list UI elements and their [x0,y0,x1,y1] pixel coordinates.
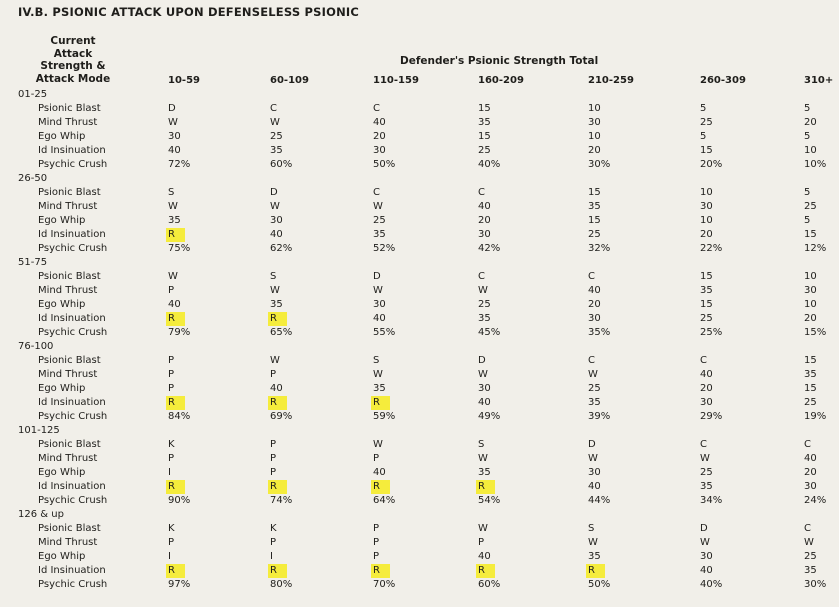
table-cell: 40 [588,285,601,296]
table-cell: 30 [270,215,283,226]
table-cell: 15 [804,383,817,394]
attack-strength-label: 76-100 [18,341,54,352]
table-cell: C [373,103,380,114]
table-cell: 35 [588,201,601,212]
table-cell: 20 [804,117,817,128]
table-cell: W [168,201,178,212]
table-cell: 10 [804,299,817,310]
table-cell: 40 [270,229,283,240]
table-cell: W [588,369,598,380]
table-cell: P [373,537,380,548]
table-cell: 25 [700,313,713,324]
table-cell: 35 [270,145,283,156]
table-cell: 40 [373,313,386,324]
table-cell: C [804,439,811,450]
table-cell: 25 [588,229,601,240]
table-cell: P [373,453,380,464]
attack-mode-label: Ego Whip [38,467,86,478]
table-cell: W [588,537,598,548]
table-cell: 25 [478,299,491,310]
table-row [18,270,839,284]
table-cell: W [168,271,178,282]
table-cell: 30 [700,201,713,212]
table-cell: 25 [373,215,386,226]
table-cell: D [700,523,708,534]
attack-mode-label: Psionic Blast [38,439,101,450]
table-cell: 5 [700,103,707,114]
table-row [18,186,839,200]
table-cell: 35% [588,327,611,338]
table-cell: 29% [700,411,723,422]
table-cell: W [270,201,280,212]
table-cell: 30% [588,159,611,170]
table-cell: I [168,551,171,562]
attack-mode-label: Psychic Crush [38,579,108,590]
table-cell: P [168,537,175,548]
table-cell: 40 [168,299,181,310]
table-cell: 79% [168,327,191,338]
attack-mode-label: Ego Whip [38,131,86,142]
table-row [18,102,839,116]
table-cell: 45% [478,327,501,338]
highlighted-cell: R [166,228,185,242]
table-row [18,158,839,172]
highlighted-cell: R [371,396,390,410]
table-cell: 5 [804,103,811,114]
table-cell: 84% [168,411,191,422]
attack-mode-label: Mind Thrust [38,453,98,464]
table-cell: 32% [588,243,611,254]
attack-mode-label: Psychic Crush [38,495,108,506]
attack-mode-label: Psionic Blast [38,523,101,534]
table-cell: D [373,271,381,282]
table-cell: P [168,369,175,380]
table-cell: 40 [700,565,713,576]
attack-strength-label: 126 & up [18,509,64,520]
table-cell: 90% [168,495,191,506]
table-cell: P [270,439,277,450]
highlighted-cell: R [476,564,495,578]
table-cell: 25 [804,201,817,212]
table-cell: 20 [700,383,713,394]
table-cell: 35 [700,481,713,492]
table-cell: W [700,537,710,548]
table-cell: 50% [588,579,611,590]
table-cell: W [373,439,383,450]
group-row [18,508,839,522]
table-cell: 40 [478,397,491,408]
table-cell: I [270,551,273,562]
table-cell: 5 [700,131,707,142]
table-row [18,564,839,578]
table-cell: C [478,187,485,198]
attack-mode-label: Ego Whip [38,551,86,562]
table-cell: 30 [588,313,601,324]
table-cell: 62% [270,243,293,254]
table-cell: 20 [804,313,817,324]
table-cell: D [168,103,176,114]
table-cell: 12% [804,243,827,254]
table-row [18,200,839,214]
row-header-line: Attack Mode [35,72,111,85]
table-cell: 35 [478,313,491,324]
table-cell: 25 [270,131,283,142]
table-cell: 40 [804,453,817,464]
highlighted-cell: R [166,312,185,326]
table-cell: 25 [804,397,817,408]
table-cell: 30 [588,467,601,478]
highlighted-cell: R [476,480,495,494]
table-cell: 35 [373,229,386,240]
table-row [18,284,839,298]
table-row [18,368,839,382]
table-cell: 22% [700,243,723,254]
table-cell: 34% [700,495,723,506]
highlighted-cell: R [268,396,287,410]
table-cell: C [804,523,811,534]
table-cell: W [270,285,280,296]
table-cell: 10 [588,103,601,114]
table-cell: W [373,285,383,296]
column-header: 60-109 [270,75,309,86]
table-cell: 30% [804,579,827,590]
table-cell: 60% [478,579,501,590]
attack-mode-label: Id Insinuation [38,313,106,324]
table-cell: 65% [270,327,293,338]
table-cell: 30 [168,131,181,142]
highlighted-cell: R [166,564,185,578]
table-cell: D [478,355,486,366]
table-cell: 24% [804,495,827,506]
group-row [18,88,839,102]
table-row [18,382,839,396]
table-cell: 40% [700,579,723,590]
group-row [18,172,839,186]
table-cell: P [373,523,380,534]
column-header: 210-259 [588,75,634,86]
attack-mode-label: Psionic Blast [38,355,101,366]
table-cell: 5 [804,187,811,198]
table-row [18,410,839,424]
table-cell: W [168,117,178,128]
table-row [18,354,839,368]
table-cell: 50% [373,159,396,170]
table-cell: 20 [478,215,491,226]
table-cell: 25 [478,145,491,156]
table-cell: K [168,439,175,450]
table-cell: 20% [700,159,723,170]
table-cell: S [478,439,485,450]
attack-mode-label: Id Insinuation [38,145,106,156]
table-cell: 35 [373,383,386,394]
table-row [18,480,839,494]
table-cell: W [478,285,488,296]
table-cell: 15 [700,299,713,310]
table-cell: W [373,201,383,212]
table-cell: 40 [168,145,181,156]
table-cell: C [588,355,595,366]
attack-mode-label: Ego Whip [38,215,86,226]
highlighted-cell: R [268,564,287,578]
table-cell: 30 [478,383,491,394]
table-cell: S [270,271,277,282]
table-cell: 20 [700,229,713,240]
table-cell: C [270,103,277,114]
table-cell: 20 [588,299,601,310]
table-row [18,550,839,564]
table-cell: 54% [478,495,501,506]
table-cell: P [373,551,380,562]
table-cell: 59% [373,411,396,422]
column-header: 110-159 [373,75,419,86]
table-row [18,228,839,242]
table-cell: 25 [804,551,817,562]
table-row [18,326,839,340]
table-cell: C [373,187,380,198]
table-cell: 10% [804,159,827,170]
table-cell: 40 [478,551,491,562]
table-row [18,130,839,144]
attack-mode-label: Psychic Crush [38,327,108,338]
table-cell: 40 [700,369,713,380]
highlighted-cell: R [371,480,390,494]
attack-table [18,88,839,592]
table-cell: P [270,537,277,548]
table-cell: P [168,453,175,464]
table-cell: P [478,537,485,548]
column-header: 260-309 [700,75,746,86]
table-cell: 35 [588,397,601,408]
table-cell: 20 [804,467,817,478]
table-cell: 40% [478,159,501,170]
table-cell: C [700,439,707,450]
table-cell: 30 [373,299,386,310]
table-cell: 40 [373,117,386,128]
table-cell: W [373,369,383,380]
table-cell: W [588,453,598,464]
table-cell: D [270,187,278,198]
table-cell: 30 [478,229,491,240]
defender-header: Defender's Psionic Strength Total [400,55,599,67]
attack-mode-label: Psionic Blast [38,271,101,282]
table-cell: 15 [478,131,491,142]
table-row [18,312,839,326]
table-cell: 5 [804,131,811,142]
table-cell: P [168,383,175,394]
table-row [18,466,839,480]
table-cell: P [270,467,277,478]
attack-mode-label: Psychic Crush [38,243,108,254]
table-cell: 64% [373,495,396,506]
attack-strength-label: 51-75 [18,257,48,268]
table-cell: P [168,285,175,296]
table-cell: 10 [804,145,817,156]
attack-mode-label: Mind Thrust [38,117,98,128]
table-cell: 72% [168,159,191,170]
table-cell: P [168,355,175,366]
table-cell: 15 [700,271,713,282]
attack-mode-label: Mind Thrust [38,201,98,212]
column-header: 160-209 [478,75,524,86]
table-cell: S [168,187,175,198]
table-cell: 80% [270,579,293,590]
table-cell: 15% [804,327,827,338]
table-cell: S [588,523,595,534]
table-cell: W [804,537,814,548]
table-cell: 35 [168,215,181,226]
table-cell: W [478,523,488,534]
table-cell: C [588,271,595,282]
table-cell: 35 [804,565,817,576]
attack-strength-label: 26-50 [18,173,48,184]
highlighted-cell: R [166,480,185,494]
attack-mode-label: Id Insinuation [38,481,106,492]
table-cell: P [270,453,277,464]
table-row [18,452,839,466]
highlighted-cell: R [371,564,390,578]
attack-mode-label: Mind Thrust [38,537,98,548]
table-row [18,536,839,550]
attack-mode-label: Id Insinuation [38,397,106,408]
table-cell: 55% [373,327,396,338]
attack-mode-label: Psionic Blast [38,103,101,114]
table-cell: 19% [804,411,827,422]
row-header-line: Strength & [40,60,106,72]
table-cell: 40 [478,201,491,212]
table-cell: 30 [700,397,713,408]
group-row [18,424,839,438]
table-cell: 35 [700,285,713,296]
group-row [18,340,839,354]
table-row [18,522,839,536]
table-cell: 15 [478,103,491,114]
table-cell: 40 [270,383,283,394]
table-cell: 5 [804,215,811,226]
table-cell: 75% [168,243,191,254]
table-cell: 39% [588,411,611,422]
table-row [18,214,839,228]
table-cell: 40 [373,467,386,478]
table-cell: 60% [270,159,293,170]
table-cell: W [700,453,710,464]
table-cell: W [478,453,488,464]
table-cell: W [270,355,280,366]
table-cell: W [478,369,488,380]
table-cell: 15 [700,145,713,156]
table-cell: 25 [588,383,601,394]
column-header: 10-59 [168,75,200,86]
table-cell: 30 [804,481,817,492]
attack-mode-label: Id Insinuation [38,229,106,240]
table-cell: 25 [700,117,713,128]
table-cell: S [373,355,380,366]
table-row [18,298,839,312]
table-cell: 35 [270,299,283,310]
table-cell: 70% [373,579,396,590]
table-row [18,116,839,130]
table-cell: 42% [478,243,501,254]
table-cell: 97% [168,579,191,590]
group-row [18,256,839,270]
attack-mode-label: Psionic Blast [38,187,101,198]
table-cell: 30 [804,285,817,296]
table-cell: 44% [588,495,611,506]
table-cell: 30 [373,145,386,156]
table-cell: 35 [478,467,491,478]
attack-mode-label: Mind Thrust [38,369,98,380]
attack-mode-label: Ego Whip [38,299,86,310]
highlighted-cell: R [268,312,287,326]
table-cell: 15 [588,215,601,226]
attack-mode-label: Id Insinuation [38,565,106,576]
table-cell: 25% [700,327,723,338]
table-cell: 35 [588,551,601,562]
table-cell: 30 [700,551,713,562]
column-header: 310+ [804,75,834,86]
table-cell: 74% [270,495,293,506]
row-header-line: Attack [53,47,93,60]
table-cell: 35 [804,369,817,380]
table-row [18,396,839,410]
table-cell: K [168,523,175,534]
table-cell: C [478,271,485,282]
table-cell: 10 [700,215,713,226]
table-cell: C [700,355,707,366]
row-header-line: Current [50,35,96,47]
page-title: IV.B. PSIONIC ATTACK UPON DEFENSELESS PSIONIC [18,5,360,19]
table-cell: 10 [588,131,601,142]
table-row [18,144,839,158]
table-cell: 20 [373,131,386,142]
table-cell: P [270,369,277,380]
table-row [18,578,839,592]
table-cell: 20 [588,145,601,156]
table-cell: 49% [478,411,501,422]
table-cell: K [270,523,277,534]
attack-mode-label: Psychic Crush [38,411,108,422]
table-row [18,494,839,508]
table-cell: 69% [270,411,293,422]
table-cell: W [270,117,280,128]
highlighted-cell: R [586,564,605,578]
attack-mode-label: Mind Thrust [38,285,98,296]
table-row [18,242,839,256]
table-cell: I [168,467,171,478]
table-cell: 15 [804,355,817,366]
highlighted-cell: R [268,480,287,494]
table-cell: 10 [700,187,713,198]
attack-strength-label: 101-125 [18,425,60,436]
table-row [18,438,839,452]
attack-mode-label: Ego Whip [38,383,86,394]
table-cell: 10 [804,271,817,282]
table-cell: 30 [588,117,601,128]
table-cell: 25 [700,467,713,478]
attack-mode-label: Psychic Crush [38,159,108,170]
table-cell: 15 [804,229,817,240]
table-cell: 52% [373,243,396,254]
attack-strength-label: 01-25 [18,89,48,100]
highlighted-cell: R [166,396,185,410]
table-cell: 35 [478,117,491,128]
table-cell: 15 [588,187,601,198]
table-cell: D [588,439,596,450]
table-cell: 40 [588,481,601,492]
row-header [18,35,128,85]
